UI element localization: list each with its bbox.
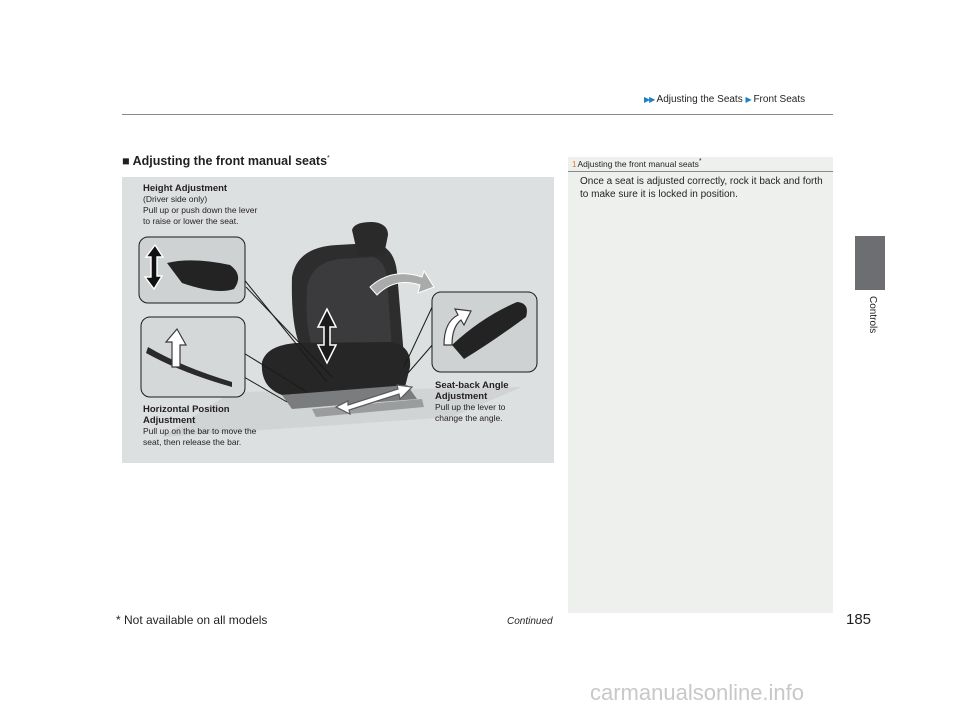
seatback-adjustment-caption — [435, 380, 509, 424]
height-adjustment-line: (Driver side only) — [143, 194, 208, 204]
note-body: Once a seat is adjusted correctly, rock it back and forth to make sure it is locked in position. — [580, 176, 823, 200]
note-asterisk: * — [698, 158, 702, 165]
note-title-text: Adjusting the front manual seats — [577, 158, 699, 169]
seatback-adjustment-line: change the angle. — [435, 413, 503, 423]
horizontal-adjustment-caption — [143, 404, 256, 448]
height-adjustment-line: Pull up or push down the lever — [143, 205, 258, 215]
seatback-adjustment-heading: Seat-back Angle — [435, 380, 509, 391]
breadcrumb — [644, 94, 805, 105]
side-note-panel — [568, 157, 833, 613]
horizontal-adjustment-heading: Adjustment — [143, 415, 196, 426]
page-number: 185 — [846, 611, 872, 628]
height-adjustment-heading: Height Adjustment — [143, 183, 228, 194]
breadcrumb-arrow-icon: ▶▶ — [644, 95, 655, 104]
breadcrumb-separator-icon: ▶ — [745, 95, 751, 104]
section-heading — [122, 154, 330, 168]
footnote: * Not available on all models — [116, 613, 268, 627]
continued-label: Continued — [507, 616, 553, 627]
seatback-adjustment-line: Pull up the lever to — [435, 402, 506, 412]
section-asterisk: * — [327, 154, 330, 162]
section-title-text: Adjusting the front manual seats — [132, 154, 328, 168]
horizontal-adjustment-line: seat, then release the bar. — [143, 437, 242, 447]
horizontal-bar-inset — [141, 317, 245, 397]
seatback-lever-inset — [432, 292, 537, 372]
height-lever-inset — [139, 237, 245, 303]
chapter-tab[interactable] — [855, 236, 885, 290]
seat-headrest — [352, 222, 388, 256]
breadcrumb-item-seats[interactable]: Adjusting the Seats — [656, 94, 743, 105]
horizontal-adjustment-line: Pull up on the bar to move the — [143, 426, 257, 436]
note-rule — [568, 171, 833, 172]
horizontal-adjustment-heading: Horizontal Position — [143, 404, 230, 415]
header-rule — [122, 114, 833, 115]
watermark: carmanualsonline.info — [590, 680, 805, 705]
height-adjustment-line: to raise or lower the seat. — [143, 216, 239, 226]
breadcrumb-item-front-seats[interactable]: Front Seats — [753, 94, 806, 105]
note-title — [572, 158, 702, 169]
seat-adjustment-figure — [122, 177, 554, 463]
seatback-adjustment-heading: Adjustment — [435, 391, 488, 402]
section-bullet: ■ — [122, 154, 130, 168]
height-adjustment-caption — [143, 183, 257, 227]
note-marker: 1 — [572, 159, 577, 169]
chapter-tab-label: Controls — [867, 296, 878, 334]
